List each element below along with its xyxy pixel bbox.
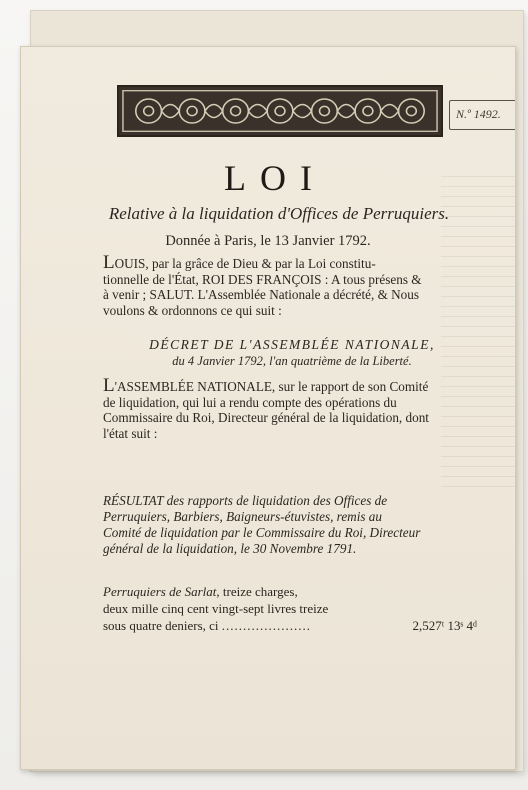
resultat-line: Comité de liquidation par le Commissaire du Roi, Directeur xyxy=(103,525,421,540)
resultat-paragraph xyxy=(103,493,483,557)
decret-heading: DÉCRET DE L'ASSEMBLÉE NATIONALE, xyxy=(149,337,435,352)
preamble-line: voulons & ordonnons ce qui suit : xyxy=(103,302,282,318)
decret-date: du 4 Janvier 1792, l'an quatrième de la Liberté. xyxy=(172,354,412,368)
entry-amount: 2,527ᵗ 13ˢ 4ᵈ xyxy=(412,618,477,633)
document-number: N.º 1492. xyxy=(456,107,501,121)
assemblee-line: Commissaire du Roi, Directeur général de la liquidation, dont xyxy=(103,410,429,425)
entry-text: sous quatre deniers, ci xyxy=(103,618,219,633)
subtitle: Relative à la liquidation d'Offices de Perruquiers. xyxy=(108,204,450,223)
liquidation-entry xyxy=(103,583,483,634)
resultat-line: général de la liquidation, le 30 Novembre 1791. xyxy=(103,541,357,556)
assemblee-line xyxy=(103,375,479,396)
preamble-line: tionnelle de l'État, ROI DES FRANÇOIS : A tous présens & xyxy=(103,271,422,287)
assemblee-line: l'état suit : xyxy=(103,425,158,441)
assemblee-paragraph xyxy=(103,375,479,441)
entry-text: treize charges, xyxy=(219,584,298,599)
leader-dots: ..................... xyxy=(221,618,312,633)
preamble-paragraph xyxy=(103,252,479,318)
resultat-line: Perruquiers, Barbiers, Baigneurs-étuvistes, remis au xyxy=(103,509,382,524)
document-page xyxy=(20,46,516,770)
resultat-line: RÉSULTAT des rapports de liquidation des Offices de xyxy=(103,493,388,508)
entry-place: Perruquiers de Sarlat, xyxy=(103,584,220,599)
assemblee-line: de liquidation, qui lui a rendu compte des opérations du xyxy=(103,394,397,410)
drop-cap: L xyxy=(103,375,115,396)
entry-line: deux mille cinq cent vingt-sept livres treize xyxy=(103,601,329,616)
drop-cap: L xyxy=(103,252,115,273)
preamble-line xyxy=(103,252,479,273)
assemblee-text: 'ASSEMBLÉE NATIONALE, sur le rapport de son Comité xyxy=(114,379,429,394)
preamble-text: OUIS, par la grâce de Dieu & par la Loi constitu- xyxy=(114,256,376,271)
preamble-line: à venir ; SALUT. L'Assemblée Nationale a décrété, & Nous xyxy=(103,287,419,302)
ornamental-header-band xyxy=(117,85,443,137)
dateline: Donnée à Paris, le 13 Janvier 1792. xyxy=(165,233,371,249)
page-title: LOI xyxy=(224,158,326,198)
entry-line xyxy=(103,583,483,600)
